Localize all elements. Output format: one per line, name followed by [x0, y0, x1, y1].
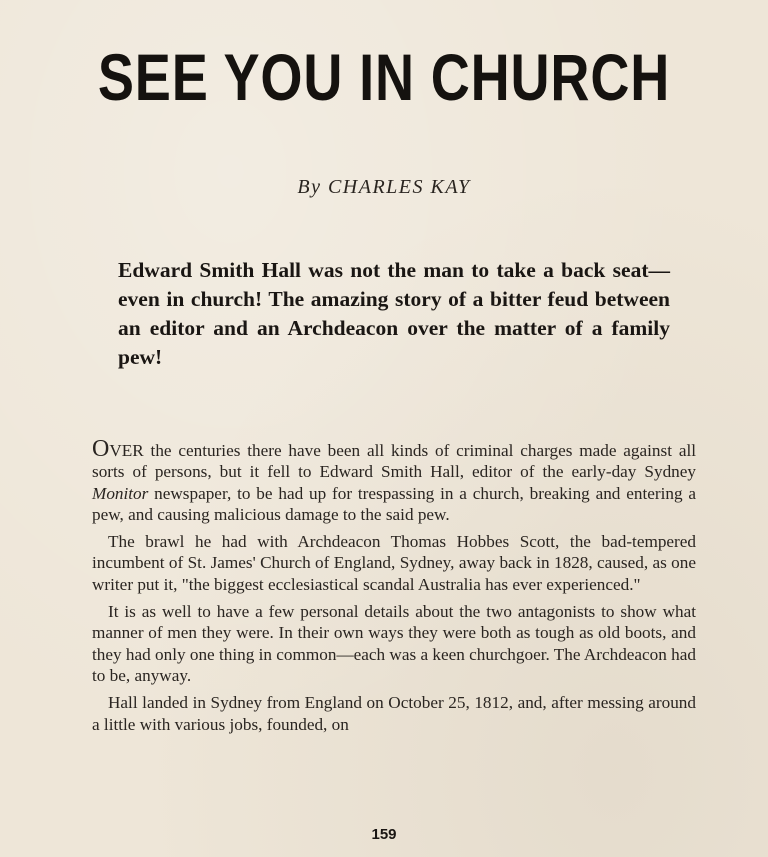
article-standfirst: Edward Smith Hall was not the man to take a back seat—even in church! The amazing story of a bitter feud between an editor and an Archdeacon over the matter of a family pew! [118, 258, 670, 369]
article-body [92, 437, 696, 741]
newspaper-name: Monitor [92, 483, 149, 503]
article-title: SEE YOU IN CHURCH [97, 40, 671, 114]
body-paragraph-3: It is as well to have a few personal details about the two antagonists to show what manner of men they were. In their own ways they were both as tough as old boots, and they had only one thing in common—each was a keen churchgoer. The Archdeacon had to be, anyway. [92, 602, 696, 685]
paragraph-1-text-end: newspaper, to be had up for trespassing in a church, breaking and entering a pew, and causing malicious damage to the said pew. [92, 483, 696, 524]
article-byline: By CHARLES KAY [297, 176, 471, 198]
body-paragraph-4: Hall landed in Sydney from England on October 25, 1812, and, after messing around a little with various jobs, founded, on [92, 693, 696, 734]
page-number: 159 [371, 826, 397, 843]
drop-cap: O [92, 436, 110, 462]
paragraph-1-text: VER the centuries there have been all kinds of criminal charges made against all sorts of persons, but it fell to Edward Smith Hall, editor of the early-day Sydney [92, 441, 696, 482]
body-paragraph-2: The brawl he had with Archdeacon Thomas Hobbes Scott, the bad-tempered incumbent of St. James' Church of England, Sydney, away back in 1828, caused, as one writer put it, "the biggest ecclesiastical scandal Australia has ever experienced." [92, 532, 696, 594]
body-paragraph-1 [92, 437, 696, 525]
